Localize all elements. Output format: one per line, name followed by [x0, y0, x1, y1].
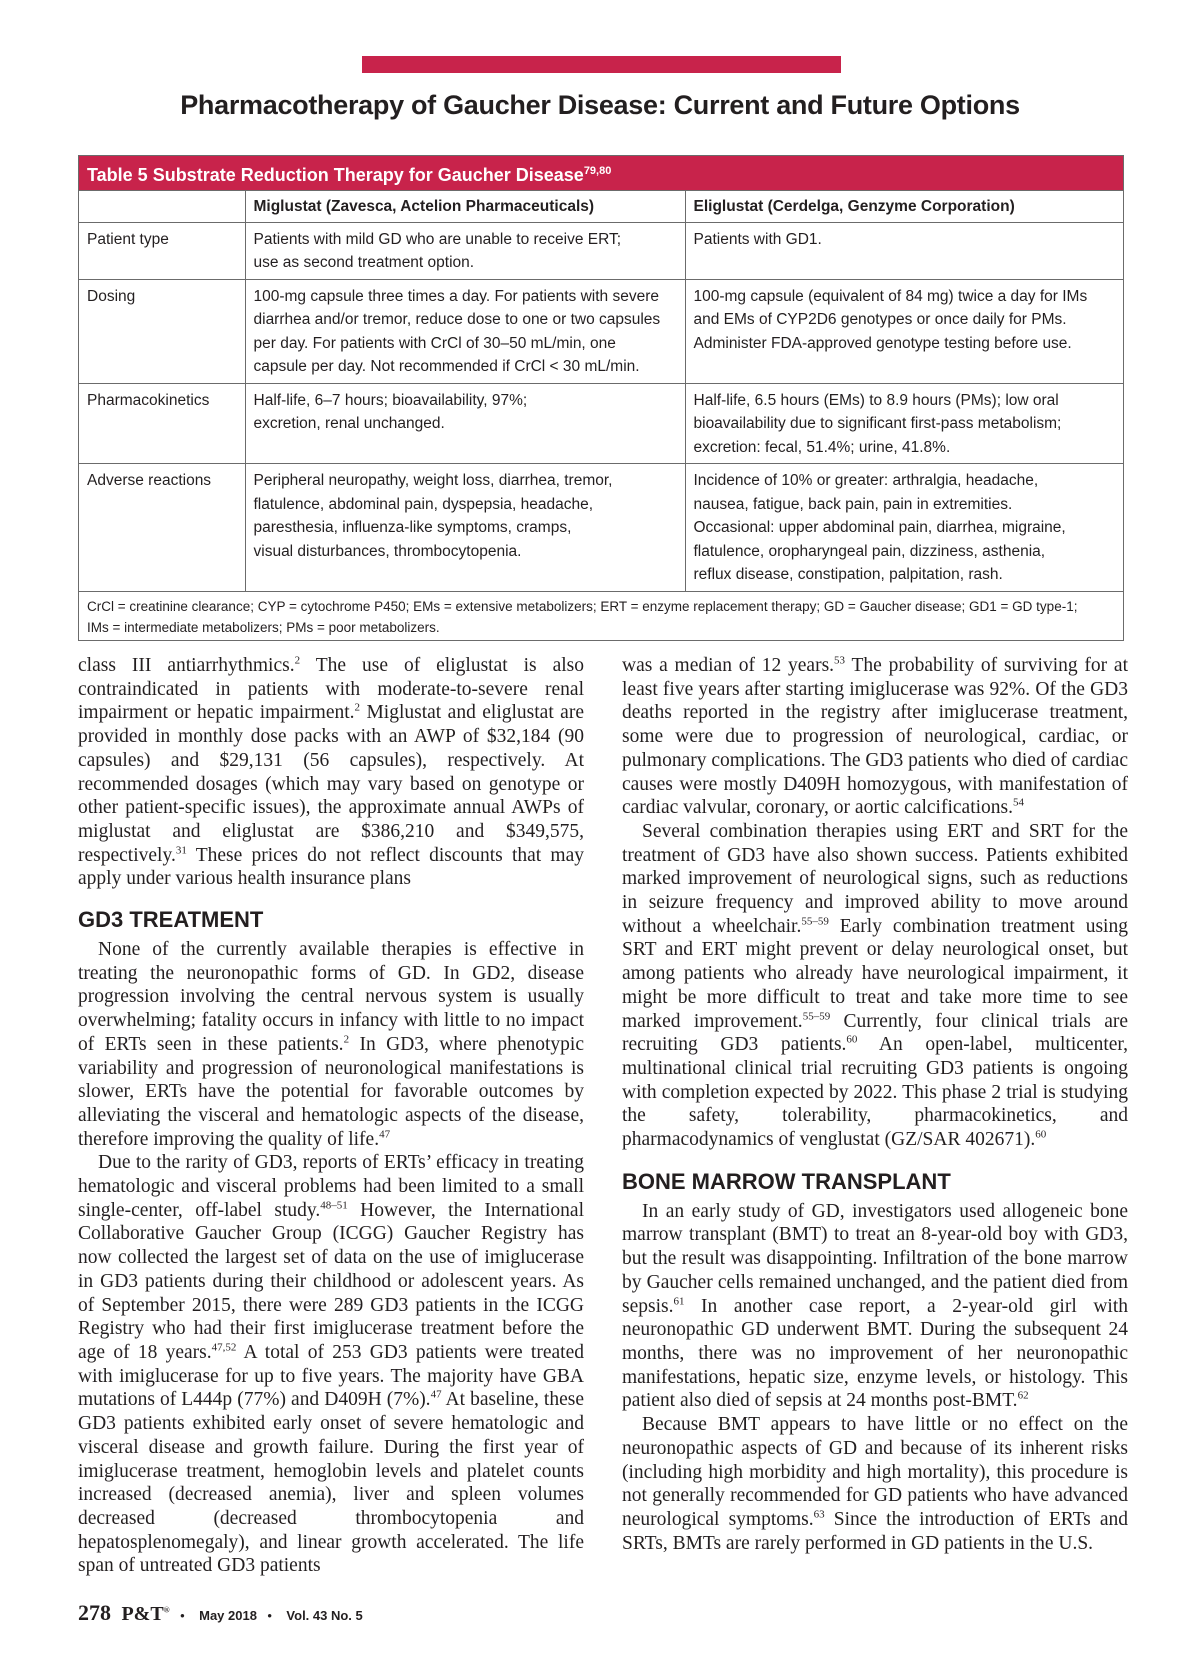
- cell-eliglustat: [685, 279, 1123, 383]
- citation-ref: 47: [379, 1128, 391, 1141]
- paragraph-bmt-cases: [622, 1200, 1128, 1413]
- cell-line: reflux disease, constipation, palpitation, rash.: [693, 566, 1003, 583]
- text-run: These prices do not reflect discounts that may apply under various health insurance plans: [78, 844, 584, 890]
- cell-line: excretion: fecal, 51.4%; urine, 41.8%.: [693, 438, 951, 456]
- cell-line: nausea, fatigue, back pain, pain in extremities.: [693, 495, 1013, 513]
- page-number: 278: [78, 1600, 111, 1625]
- text-run: A total of 253 GD3 patients were treated with imiglucerase for up to five years. The majority have GBA mutations of L444p (77%) and D409H (7%).: [78, 1341, 584, 1411]
- citation-ref: 61: [673, 1295, 685, 1308]
- citation-ref: 47,52: [211, 1341, 237, 1354]
- page-title: Pharmacotherapy of Gaucher Disease: Current and Future Options: [180, 90, 1020, 120]
- cell-miglustat: [245, 222, 685, 279]
- cell-line: diarrhea and/or tremor, reduce dose to one or two capsules: [253, 311, 661, 328]
- text-run: Due to the rarity of GD3, reports of ERTs’ efficacy in treating hematologic and visceral problems had been limited to a small single-center, off-label study.: [78, 1152, 584, 1221]
- citation-ref: 55–59: [802, 1010, 831, 1023]
- text-run: class III antiarrhythmics.: [78, 655, 295, 676]
- cell-line: 100-mg capsule (equivalent of 84 mg) twice a day for IMs: [693, 287, 1088, 305]
- registered-mark: ®: [163, 1605, 170, 1615]
- cell-line: capsule per day. Not recommended if CrCl < 30 mL/min.: [253, 358, 640, 375]
- cell-line: visual disturbances, thrombocytopenia.: [253, 542, 522, 560]
- cell-line: Administer FDA-approved genotype testing before use.: [693, 334, 1072, 352]
- cell-eliglustat: [685, 383, 1123, 464]
- cell-miglustat: [245, 464, 685, 591]
- right-column: [622, 654, 1128, 1555]
- row-label: Adverse reactions: [79, 464, 245, 591]
- footer-separator: •: [267, 1608, 272, 1623]
- text-run: In GD3, where phenotypic variability and progression of neuronological manifestations is slower, ERTs have the potential for favorable outcomes by alleviating the visceral and hematologic aspects of the disease, therefore improving the quality of life.: [78, 1033, 584, 1150]
- header-accent-bar: [362, 56, 841, 73]
- citation-ref: 55–59: [801, 915, 829, 928]
- citation-ref: 62: [1017, 1389, 1029, 1402]
- cell-miglustat: [245, 383, 685, 464]
- table-footnote-line: IMs = intermediate metabolizers; PMs = poor metabolizers.: [87, 619, 440, 635]
- text-run: In another case report, a 2-year-old girl with neuronopathic GD underwent BMT. During the subsequent 24 months, there was no improvement of her neuronopathic manifestations, hepatic size, enzyme levels, or histology. This patient also died of sepsis at 24 months post-BMT.: [622, 1295, 1128, 1412]
- cell-line: use as second treatment option.: [253, 254, 475, 271]
- volume-number: Vol. 43 No. 5: [286, 1608, 363, 1623]
- cell-miglustat: [245, 279, 685, 383]
- cell-line: 100-mg capsule three times a day. For patients with severe: [253, 287, 659, 305]
- paragraph-bmt-recommendation: [622, 1413, 1128, 1555]
- row-label: Dosing: [79, 279, 245, 383]
- text-run: Currently, four clinical trials are recruiting GD3 patients.: [622, 1010, 1128, 1056]
- page-footer: [78, 1600, 363, 1626]
- citation-ref: 48–51: [320, 1199, 348, 1212]
- citation-ref: 63: [813, 1508, 825, 1521]
- table-header-miglustat: Miglustat (Zavesca, Actelion Pharmaceuticals): [245, 191, 685, 223]
- cell-line: Patients with mild GD who are unable to receive ERT;: [253, 230, 622, 248]
- table-row: [79, 222, 1123, 279]
- citation-ref: 2: [354, 701, 361, 714]
- paragraph-combination-therapy: [622, 820, 1128, 1152]
- cell-line: bioavailability due to significant first-pass metabolism;: [693, 415, 1062, 432]
- table-grid: [79, 190, 1123, 591]
- table-row: [79, 279, 1123, 383]
- cell-line: flatulence, abdominal pain, dyspepsia, headache,: [253, 495, 594, 513]
- text-run: Early combination treatment using SRT and ERT might prevent or delay neurological onset, but among patients who already have neurological impairment, it might be more difficult to treat and take more time to see marked improvement.: [622, 915, 1128, 1032]
- cell-line: Half-life, 6.5 hours (EMs) to 8.9 hours (PMs); low oral: [693, 391, 1059, 409]
- table-header-eliglustat: Eliglustat (Cerdelga, Genzyme Corporation): [685, 191, 1123, 223]
- cell-line: paresthesia, influenza-like symptoms, cramps,: [253, 519, 572, 536]
- row-label: Patient type: [79, 222, 245, 279]
- cell-line: Half-life, 6–7 hours; bioavailability, 97%;: [253, 391, 528, 409]
- text-run: Since the introduction of ERTs and SRTs, BMTs are rarely performed in GD patients in the U.S.: [622, 1508, 1128, 1554]
- cell-line: and EMs of CYP2D6 genotypes or once daily for PMs.: [693, 311, 1067, 328]
- table-caption-refs: 79,80: [583, 165, 612, 177]
- citation-ref: 54: [1013, 796, 1024, 809]
- citation-ref: 47: [430, 1388, 442, 1401]
- journal-name: [121, 1603, 169, 1625]
- table-row: [79, 383, 1123, 464]
- journal-title: P&T: [121, 1603, 164, 1625]
- cell-line: flatulence, oropharyngeal pain, dizziness, asthenia,: [693, 542, 1046, 560]
- text-run: However, the International Collaborative Gaucher Group (ICGG) Gaucher Registry has now collected the largest set of data on the use of imiglucerase in GD3 patients during their childhood or adolescent years. As of September 2015, there were 289 GD3 patients in the ICGG Registry who had their first imiglucerase treatment before the age of 18 years.: [78, 1199, 585, 1363]
- text-run: In an early study of GD, investigators used allogeneic bone marrow transplant (BMT) to treat an 8-year-old boy with GD3, but the result was disappointing. Infiltration of the bone marrow by Gaucher cells remained unchanged, and the patient died from sepsis.: [622, 1200, 1128, 1317]
- cell-line: Occasional: upper abdominal pain, diarrhea, migraine,: [693, 519, 1066, 536]
- citation-ref: 2: [343, 1033, 350, 1046]
- table-header-blank: [79, 191, 245, 223]
- left-column: [78, 654, 584, 1578]
- paragraph-gd3-overview: [78, 938, 584, 1151]
- text-run: Because BMT appears to have little or no effect on the neuronopathic aspects of GD and because of its inherent risks (including high morbidity and high mortality), this procedure is not generally recommended for GD patients who have advanced neurological symptoms.: [622, 1414, 1128, 1530]
- paragraph-gd3-survival: [622, 654, 1128, 820]
- text-run: At baseline, these GD3 patients exhibited early onset of severe hematologic and visceral disease and growth failure. During the first year of imiglucerase treatment, hemoglobin levels and platelet counts increased (decreased anemia), liver and spleen volumes decreased (decreased thrombocytopenia and hepatosplenomegaly), and linear growth accelerated. The life span of untreated GD3 patients: [78, 1389, 584, 1577]
- footer-separator: •: [180, 1608, 185, 1623]
- citation-ref: 2: [294, 654, 301, 667]
- issue-date: May 2018: [199, 1608, 257, 1623]
- citation-ref: 53: [834, 654, 846, 667]
- text-run: Miglustat and eliglustat are provided in monthly dose packs with an AWP of $32,184 (90 capsules) and $29,131 (56 capsules), respectively. At recommended dosages (which may vary based on genotype or other patient-specific issues), the approximate annual AWPs of miglustat and eliglustat are $386,210 and $349,575, respectively.: [78, 702, 584, 866]
- cell-eliglustat: [685, 464, 1123, 591]
- text-run: The use of eliglustat is also contraindicated in patients with moderate-to-severe renal impairment or hepatic impairment.: [78, 655, 584, 724]
- table-row: [79, 464, 1123, 591]
- table-caption: [79, 156, 1123, 190]
- citation-ref: 60: [846, 1033, 858, 1046]
- text-run: was a median of 12 years.: [622, 655, 835, 676]
- text-run: Several combination therapies using ERT and SRT for the treatment of GD3 have also shown success. Patients exhibited marked improvement of neurological signs, such as reductions in seizure frequency and improved ability to move around without a wheelchair.: [622, 820, 1128, 937]
- table-footnote: [79, 591, 1123, 640]
- cell-line: Peripheral neuropathy, weight loss, diarrhea, tremor,: [253, 472, 613, 489]
- citation-ref: 31: [175, 844, 187, 857]
- text-run: None of the currently available therapies is effective in treating the neuronopathic forms of GD. In GD2, disease progression involving the central nervous system is usually overwhelming; fatality occurs in infancy with little to no impact of ERTs seen in these patients.: [78, 939, 584, 1055]
- heading-bone-marrow-transplant: BONE MARROW TRANSPLANT: [622, 1168, 951, 1194]
- cell-line: Incidence of 10% or greater: arthralgia, headache,: [693, 472, 1039, 489]
- cell-line: per day. For patients with CrCl of 30–50 mL/min, one: [253, 334, 616, 352]
- sr-therapy-table: [78, 155, 1124, 641]
- text-run: An open-label, multicenter, multinational clinical trial recruiting GD3 patients is ongoing with completion expected by 2022. This phase 2 trial is studying the safety, tolerability, pharmacokinetics, and pharmacodynamics of venglustat (GZ/SAR 402671).: [622, 1034, 1128, 1151]
- table-footnote-line: CrCl = creatinine clearance; CYP = cytochrome P450; EMs = extensive metabolizers; ERT = enzyme replacement therapy; GD = Gaucher disease; GD1 = GD type-1;: [87, 598, 1078, 614]
- text-run: The probability of surviving for at least five years after starting imiglucerase was 92%. Of the GD3 deaths reported in the registry after imiglucerase treatment, some were due to progression of neurological, cardiac, or pulmonary complications. The GD3 patients who died of cardiac causes were mostly D409H homozygous, with manifestation of cardiac valvular, coronary, or aortic calcifications.: [622, 655, 1128, 819]
- cell-eliglustat: [685, 222, 1123, 279]
- cell-line: Patients with GD1.: [693, 230, 822, 248]
- row-label: Pharmacokinetics: [79, 383, 245, 464]
- citation-ref: 60: [1035, 1128, 1047, 1141]
- table-caption-text: Table 5 Substrate Reduction Therapy for Gaucher Disease: [87, 165, 584, 185]
- cell-line: excretion, renal unchanged.: [253, 415, 445, 432]
- heading-gd3-treatment: GD3 TREATMENT: [78, 907, 264, 933]
- paragraph-gd3-registry: [78, 1151, 584, 1578]
- table-header-row: [79, 191, 1123, 223]
- paragraph-srt-costs: [78, 654, 584, 891]
